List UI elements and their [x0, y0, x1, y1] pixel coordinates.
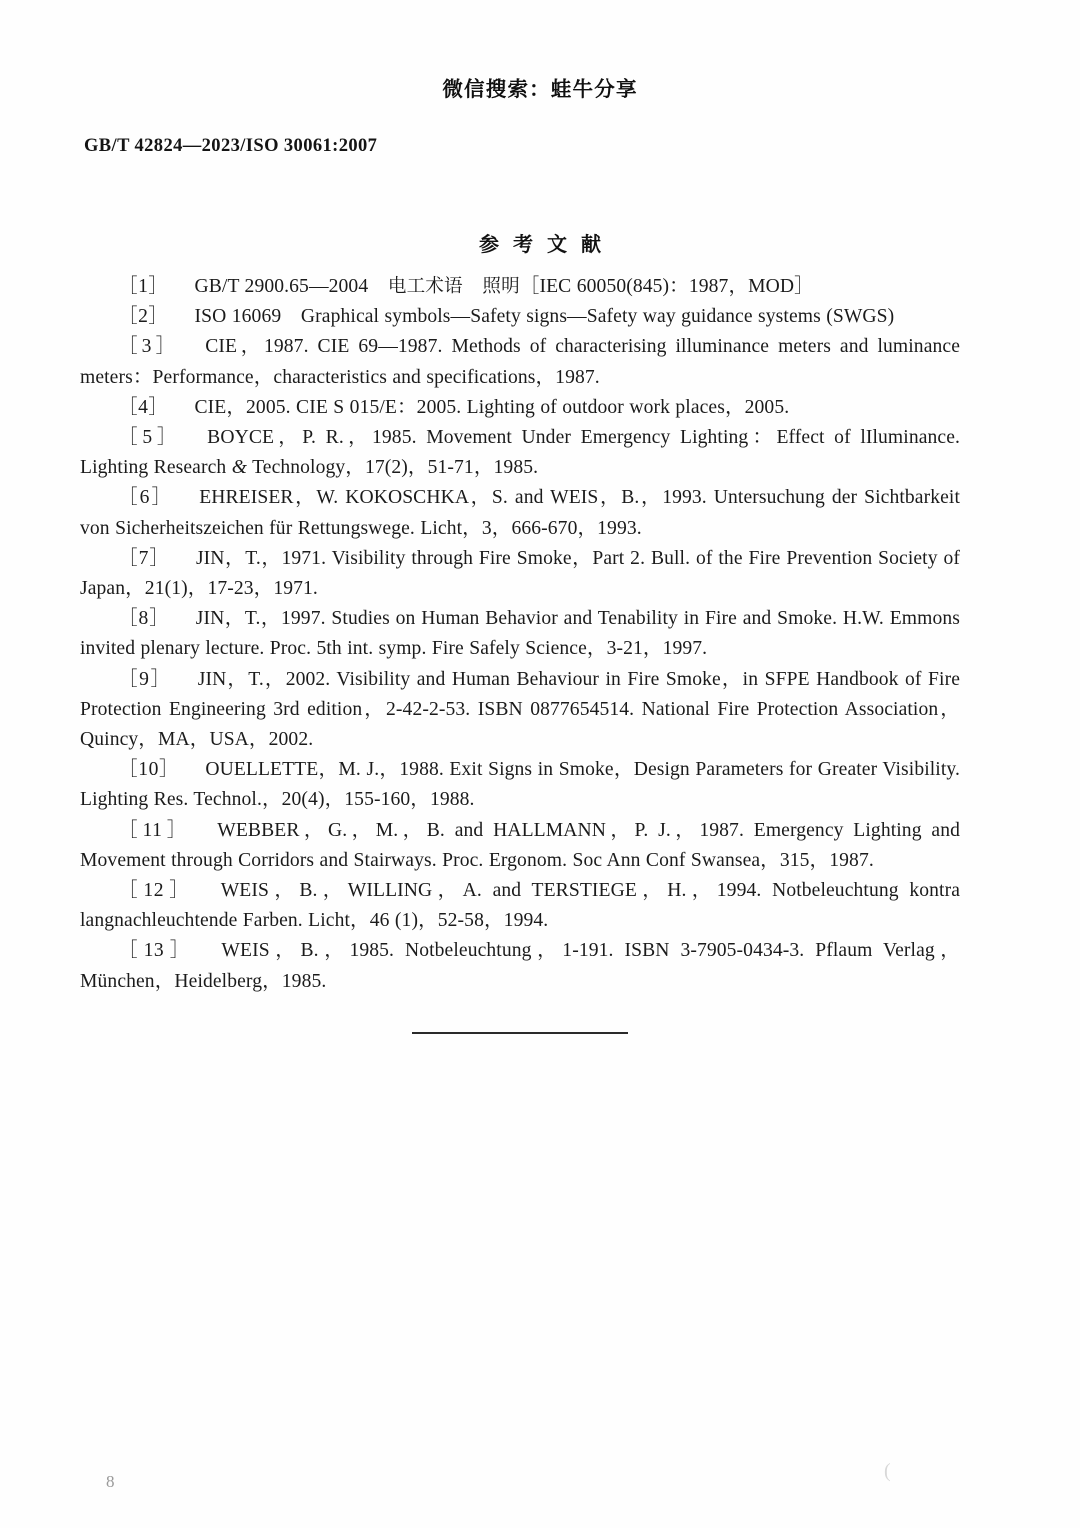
- reference-text: EHREISER，W. KOKOSCHKA，S. and WEIS，B.，1993. Untersuchung der Sichtbarkeit von Sicherheitszeichen für Rettungswege. Licht，3，666-670，1993.: [80, 487, 960, 539]
- reference-number: ［13］: [118, 940, 196, 962]
- reference-number: ［2］: [118, 306, 169, 328]
- end-of-section-rule: [412, 1032, 628, 1034]
- reference-number: ［1］: [118, 276, 169, 297]
- ampersand-glyph: &: [231, 457, 248, 479]
- reference-number: ［9］: [118, 668, 172, 690]
- reference-entry: [80, 302, 960, 332]
- reference-text: BOYCE，P. R.，1985. Movement Under Emergency Lighting：Effect of lIluminance. Lighting Research & Technology，17(2)，51-71，1985.: [80, 427, 960, 479]
- reference-number: ［7］: [118, 547, 170, 569]
- cjk-run: 照明: [482, 276, 520, 297]
- reference-entry: [80, 332, 960, 392]
- reference-entry: [80, 816, 960, 876]
- reference-number: ［4］: [118, 396, 169, 418]
- reference-entry: [80, 483, 960, 543]
- reference-text: OUELLETTE，M. J.，1988. Exit Signs in Smoke，Design Parameters for Greater Visibility. Lighting Res. Technol.，20(4)，155-160，1988.: [80, 759, 961, 811]
- standard-identifier: GB/T 42824—2023/ISO 30061:2007: [84, 136, 378, 156]
- reference-entry: [80, 423, 960, 483]
- reference-text: CIE，2005. CIE S 015/E：2005. Lighting of outdoor work places，2005.: [194, 396, 790, 418]
- reference-number: ［8］: [118, 608, 170, 630]
- reference-entry: [80, 604, 960, 664]
- cjk-run: 电工术语: [387, 276, 463, 297]
- reference-number: ［6］: [118, 487, 174, 509]
- reference-entry: [80, 665, 960, 756]
- reference-number: ［5］: [118, 427, 182, 449]
- reference-entry: [80, 936, 960, 996]
- reference-entry: [80, 876, 960, 936]
- reference-number: ［3］: [118, 336, 180, 358]
- reference-entry: [80, 393, 960, 423]
- reference-entry: [80, 544, 960, 604]
- reference-text: JIN，T.，2002. Visibility and Human Behaviour in Fire Smoke，in SFPE Handbook of Fire Protection Engineering 3rd edition，2-42-2-53. ISBN 0877654514. National Fire Protection Association，Quincy，MA，USA，2002.: [80, 668, 961, 751]
- reference-text: CIE，1987. CIE 69—1987. Methods of characterising illuminance meters and luminance meters：Performance，characteristics and specifications，1987.: [80, 336, 960, 388]
- reference-text: JIN，T.，1997. Studies on Human Behavior and Tenability in Fire and Smoke. H.W. Emmons invited plenary lecture. Proc. 5th int. symp. Fire Safely Science，3-21，1997.: [80, 608, 961, 660]
- reference-entry: [80, 755, 960, 815]
- reference-entry: [80, 272, 960, 302]
- reference-number: ［11］: [118, 819, 192, 841]
- reference-text: WEIS，B.，1985. Notbeleuchtung，1-191. ISBN 3-7905-0434-3. Pflaum Verlag，München，Heidelberg，1985.: [80, 940, 961, 992]
- promo-watermark-header: 微信搜索：蛙牛分享: [442, 77, 638, 101]
- reference-text: JIN，T.，1971. Visibility through Fire Smoke，Part 2. Bull. of the Fire Prevention Society of Japan，21(1)，17-23，1971.: [80, 547, 961, 600]
- page-number: 8: [106, 1472, 115, 1491]
- scan-artifact-mark: (: [884, 1460, 891, 1482]
- reference-text: GB/T 2900.65—2004 电工术语 照明［IEC 60050(845)：1987，MOD］: [194, 276, 814, 297]
- reference-number: ［10］: [118, 759, 180, 781]
- reference-text: ISO 16069 Graphical symbols—Safety signs—Safety way guidance systems (SWGS): [194, 306, 895, 328]
- reference-number: ［12］: [118, 880, 195, 902]
- page-title: 参考文献: [479, 232, 615, 256]
- reference-text: WEBBER，G.，M.，B. and HALLMANN，P. J.，1987. Emergency Lighting and Movement through Corridors and Stairways. Proc. Ergonom. Soc Ann Conf Swansea，315，1987.: [80, 819, 960, 871]
- reference-list: [80, 272, 960, 997]
- reference-text: WEIS，B.，WILLING，A. and TERSTIEGE，H.，1994. Notbeleuchtung kontra langnachleuchtende Farben. Licht，46 (1)，52-58，1994.: [80, 880, 960, 932]
